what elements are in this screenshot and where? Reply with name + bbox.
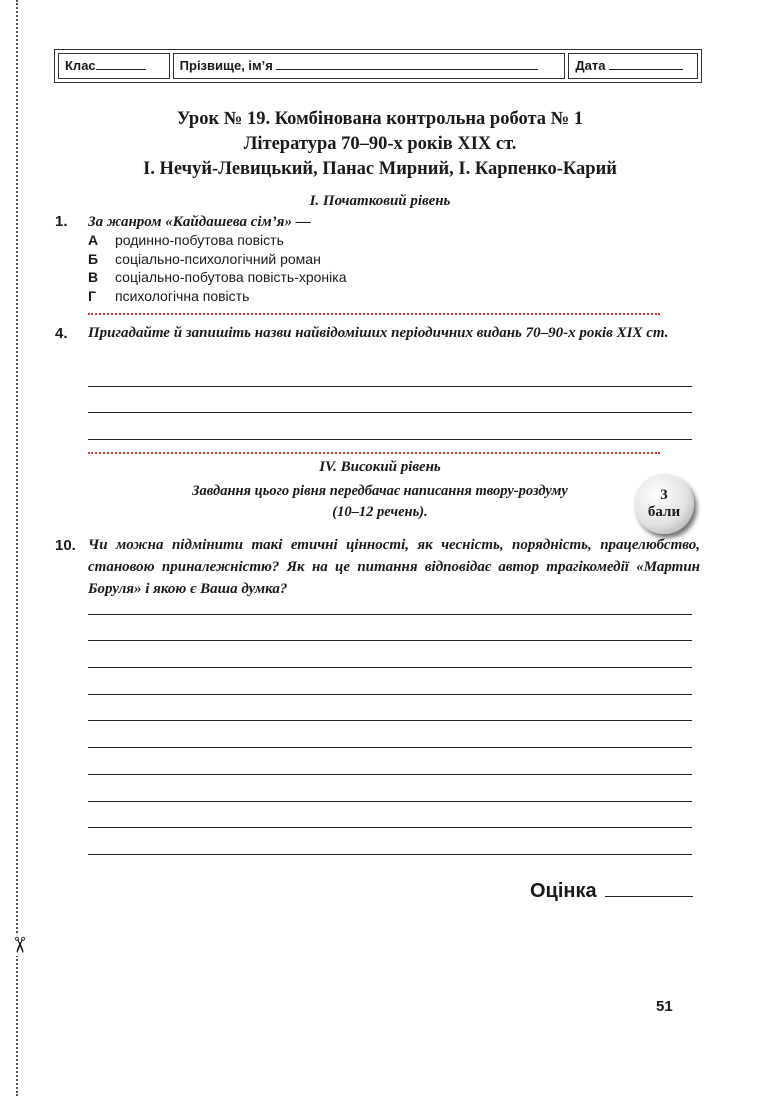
answer-line[interactable] (88, 721, 692, 748)
date-cell (568, 53, 698, 79)
option-letter: Б (88, 250, 99, 267)
answer-line[interactable] (88, 748, 692, 775)
scissors-icon: ✂ (3, 934, 33, 956)
score-unit: бали (647, 504, 681, 520)
level-1-heading: I. Початковий рівень (309, 193, 451, 209)
option-letter: А (88, 232, 99, 248)
question-1-number: 1. (55, 213, 68, 230)
answer-line[interactable] (88, 828, 692, 855)
title-line-1: Урок № 19. Комбінована контрольна робота № 1 (176, 109, 584, 129)
answer-line[interactable] (88, 588, 692, 615)
level-4-instruction (100, 481, 660, 523)
answer-line[interactable] (88, 387, 692, 414)
answer-line[interactable] (88, 615, 692, 642)
title-line-2: Література 70–90-х років XIX ст. (243, 134, 517, 154)
grade-field[interactable] (605, 876, 693, 897)
name-field[interactable] (276, 55, 538, 70)
level-4-heading: IV. Високий рівень (319, 459, 441, 475)
option-a[interactable] (88, 232, 648, 251)
option-letter: Г (88, 287, 96, 304)
answer-line[interactable] (88, 413, 692, 440)
page-title (60, 107, 700, 182)
option-text: родинно-побутова повість (115, 232, 284, 248)
question-4-answer-lines[interactable] (88, 360, 692, 440)
option-b[interactable] (88, 251, 648, 270)
option-h[interactable] (88, 288, 648, 307)
section-separator (88, 452, 660, 454)
grade (530, 876, 693, 903)
question-4-number: 4. (55, 325, 68, 342)
student-info-table (54, 49, 702, 83)
option-text: психологічна повість (115, 287, 250, 304)
option-v[interactable] (88, 269, 648, 288)
question-4-text: Пригадайте й запишіть назви найвідоміших періодичних видань 70–90-х років XIX ст. (88, 325, 669, 341)
name-cell (173, 53, 566, 79)
answer-line[interactable] (88, 802, 692, 829)
cut-line (16, 0, 18, 1096)
answer-line[interactable] (88, 668, 692, 695)
section-separator (88, 313, 660, 315)
class-field[interactable] (96, 55, 146, 70)
option-letter: В (88, 269, 99, 285)
answer-line[interactable] (88, 775, 692, 802)
answer-line[interactable] (88, 695, 692, 722)
score-badge (634, 474, 694, 534)
score-value: 3 (660, 487, 668, 503)
question-10-text: Чи можна підмінити такі етичні цінності, як чесність, порядність, працелюбство, становою приналежністю? Як на це питання відповідає автор трагікомедії «Мартин Боруля» і якою є Ваша думка? (88, 537, 700, 597)
question-10-number: 10. (55, 537, 76, 554)
date-label: Дата (575, 58, 606, 73)
instruction-line-1: Завдання цього рівня передбачає написання твору-роздуму (192, 483, 568, 499)
option-text: соціально-побутова повість-хроніка (115, 269, 347, 285)
question-10-answer-lines[interactable] (88, 588, 692, 855)
title-line-3: І. Нечуй-Левицький, Панас Мирний, І. Карпенко-Карий (143, 159, 617, 179)
date-field[interactable] (609, 55, 683, 70)
question-1-text: За жанром «Кайдашева сім’я» — (88, 214, 311, 230)
class-cell (58, 53, 170, 79)
answer-line[interactable] (88, 360, 692, 387)
name-label: Прізвище, ім’я (179, 58, 273, 73)
class-label: Клас (65, 58, 96, 73)
grade-label: Оцінка (530, 880, 597, 902)
answer-line[interactable] (88, 641, 692, 668)
page-number: 51 (656, 998, 673, 1015)
instruction-line-2: (10–12 речень). (332, 504, 428, 520)
option-text: соціально-психологічний роман (115, 250, 321, 267)
question-1-options (88, 232, 648, 306)
